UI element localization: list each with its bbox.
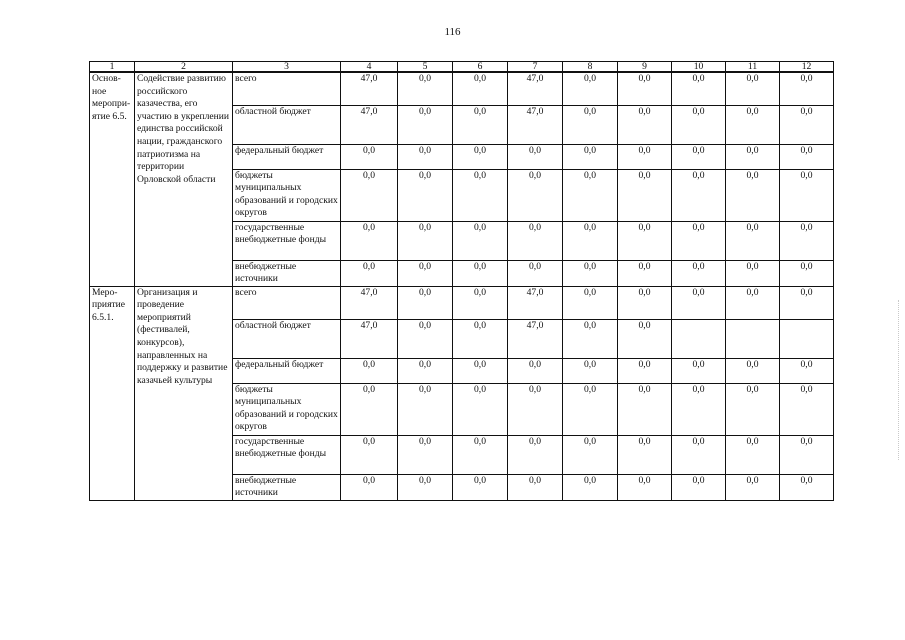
value-cell: 0,0: [508, 474, 563, 500]
column-header-3: 3: [233, 62, 341, 73]
activity-code: Основ-ное меропри-ятие 6.5.: [90, 72, 135, 286]
value-cell: 0,0: [780, 435, 834, 474]
value-cell: 0,0: [618, 72, 672, 105]
value-cell: 0,0: [618, 260, 672, 286]
value-cell: 0,0: [341, 474, 398, 500]
value-cell: 0,0: [563, 474, 618, 500]
value-cell: 0,0: [563, 358, 618, 383]
table-row: [90, 286, 834, 319]
funding-source: всего: [233, 72, 341, 105]
value-cell: 0,0: [341, 221, 398, 260]
funding-source: всего: [233, 286, 341, 319]
value-cell: 0,0: [341, 358, 398, 383]
column-header-5: 5: [398, 62, 453, 73]
value-cell: 0,0: [563, 286, 618, 319]
value-cell: 0,0: [563, 72, 618, 105]
activity-code: Меро-приятие 6.5.1.: [90, 286, 135, 500]
value-cell: 47,0: [508, 286, 563, 319]
value-cell: 0,0: [508, 260, 563, 286]
value-cell: 0,0: [726, 72, 780, 105]
value-cell: 0,0: [563, 319, 618, 358]
activity-name: Организация и проведение мероприятий (фестивалей, конкурсов), направленных на поддержку и развитие казачьей культуры: [135, 286, 233, 500]
value-cell: 0,0: [726, 286, 780, 319]
value-cell: 0,0: [726, 358, 780, 383]
value-cell: [672, 319, 726, 358]
funding-source: бюджеты муниципальных образований и городских округов: [233, 169, 341, 221]
value-cell: 0,0: [618, 105, 672, 144]
value-cell: 0,0: [453, 72, 508, 105]
value-cell: 0,0: [453, 383, 508, 435]
value-cell: 0,0: [780, 169, 834, 221]
value-cell: 0,0: [398, 144, 453, 169]
value-cell: 0,0: [398, 105, 453, 144]
value-cell: 0,0: [398, 319, 453, 358]
value-cell: 0,0: [726, 383, 780, 435]
value-cell: 0,0: [618, 358, 672, 383]
value-cell: 0,0: [341, 383, 398, 435]
value-cell: 0,0: [672, 435, 726, 474]
funding-source: внебюджетные источники: [233, 260, 341, 286]
value-cell: 0,0: [563, 383, 618, 435]
value-cell: 0,0: [618, 169, 672, 221]
header-row: [90, 62, 834, 73]
funding-source: государственные внебюджетные фонды: [233, 221, 341, 260]
value-cell: 0,0: [672, 144, 726, 169]
value-cell: 0,0: [398, 221, 453, 260]
column-header-11: 11: [726, 62, 780, 73]
value-cell: 0,0: [618, 144, 672, 169]
value-cell: 0,0: [726, 221, 780, 260]
value-cell: 0,0: [780, 260, 834, 286]
column-header-8: 8: [563, 62, 618, 73]
value-cell: 0,0: [398, 383, 453, 435]
value-cell: 0,0: [508, 169, 563, 221]
value-cell: 0,0: [618, 221, 672, 260]
value-cell: 0,0: [508, 221, 563, 260]
value-cell: 0,0: [780, 105, 834, 144]
table-body: [90, 72, 834, 500]
value-cell: 0,0: [672, 105, 726, 144]
funding-source: областной бюджет: [233, 319, 341, 358]
value-cell: 0,0: [780, 358, 834, 383]
value-cell: 47,0: [508, 105, 563, 144]
value-cell: 0,0: [563, 144, 618, 169]
value-cell: 0,0: [726, 105, 780, 144]
value-cell: 47,0: [341, 72, 398, 105]
value-cell: 0,0: [453, 105, 508, 144]
value-cell: 0,0: [508, 144, 563, 169]
table-row: [90, 72, 834, 105]
value-cell: 0,0: [618, 319, 672, 358]
value-cell: 0,0: [398, 169, 453, 221]
value-cell: 47,0: [341, 286, 398, 319]
value-cell: 0,0: [341, 144, 398, 169]
value-cell: 0,0: [726, 260, 780, 286]
funding-source: государственные внебюджетные фонды: [233, 435, 341, 474]
value-cell: 0,0: [563, 221, 618, 260]
value-cell: 0,0: [453, 144, 508, 169]
value-cell: 0,0: [453, 474, 508, 500]
value-cell: 0,0: [780, 144, 834, 169]
value-cell: 0,0: [453, 319, 508, 358]
value-cell: 0,0: [672, 221, 726, 260]
value-cell: 0,0: [672, 72, 726, 105]
budget-table: [89, 61, 834, 501]
value-cell: 0,0: [672, 358, 726, 383]
page-number: 116: [444, 26, 461, 38]
value-cell: 0,0: [672, 383, 726, 435]
value-cell: 0,0: [453, 169, 508, 221]
value-cell: 0,0: [563, 169, 618, 221]
value-cell: 0,0: [563, 260, 618, 286]
value-cell: 0,0: [618, 286, 672, 319]
column-header-10: 10: [672, 62, 726, 73]
funding-source: областной бюджет: [233, 105, 341, 144]
value-cell: 47,0: [341, 319, 398, 358]
value-cell: 0,0: [618, 435, 672, 474]
value-cell: 0,0: [398, 72, 453, 105]
funding-source: бюджеты муниципальных образований и городских округов: [233, 383, 341, 435]
value-cell: 0,0: [453, 358, 508, 383]
value-cell: 0,0: [726, 474, 780, 500]
funding-source: внебюджетные источники: [233, 474, 341, 500]
value-cell: [726, 319, 780, 358]
value-cell: 0,0: [453, 221, 508, 260]
value-cell: 0,0: [780, 72, 834, 105]
value-cell: 47,0: [508, 319, 563, 358]
value-cell: 0,0: [508, 435, 563, 474]
column-header-4: 4: [341, 62, 398, 73]
value-cell: 0,0: [563, 105, 618, 144]
value-cell: 47,0: [508, 72, 563, 105]
funding-source: федеральный бюджет: [233, 144, 341, 169]
value-cell: 0,0: [398, 358, 453, 383]
value-cell: 0,0: [453, 435, 508, 474]
value-cell: 0,0: [453, 286, 508, 319]
value-cell: 0,0: [618, 474, 672, 500]
value-cell: 0,0: [398, 260, 453, 286]
value-cell: 0,0: [341, 435, 398, 474]
value-cell: 0,0: [508, 358, 563, 383]
column-header-6: 6: [453, 62, 508, 73]
value-cell: 0,0: [726, 144, 780, 169]
value-cell: 0,0: [398, 286, 453, 319]
value-cell: [780, 319, 834, 358]
value-cell: 0,0: [508, 383, 563, 435]
activity-name: Содействие развитию российского казачества, его участию в укреплении единства российской нации, гражданского патриотизма на территории Орловской области: [135, 72, 233, 286]
column-header-9: 9: [618, 62, 672, 73]
funding-source: федеральный бюджет: [233, 358, 341, 383]
value-cell: 0,0: [398, 435, 453, 474]
value-cell: 0,0: [672, 286, 726, 319]
column-header-7: 7: [508, 62, 563, 73]
column-header-1: 1: [90, 62, 135, 73]
value-cell: 0,0: [726, 435, 780, 474]
value-cell: 0,0: [563, 435, 618, 474]
value-cell: 0,0: [780, 286, 834, 319]
value-cell: 0,0: [780, 474, 834, 500]
value-cell: 0,0: [618, 383, 672, 435]
value-cell: 0,0: [780, 383, 834, 435]
scan-edge-marks: [895, 300, 899, 460]
column-header-2: 2: [135, 62, 233, 73]
value-cell: 0,0: [341, 169, 398, 221]
value-cell: 0,0: [453, 260, 508, 286]
value-cell: 0,0: [780, 221, 834, 260]
value-cell: 47,0: [341, 105, 398, 144]
value-cell: 0,0: [398, 474, 453, 500]
column-header-12: 12: [780, 62, 834, 73]
value-cell: 0,0: [341, 260, 398, 286]
value-cell: 0,0: [672, 474, 726, 500]
value-cell: 0,0: [726, 169, 780, 221]
value-cell: 0,0: [672, 260, 726, 286]
value-cell: 0,0: [672, 169, 726, 221]
